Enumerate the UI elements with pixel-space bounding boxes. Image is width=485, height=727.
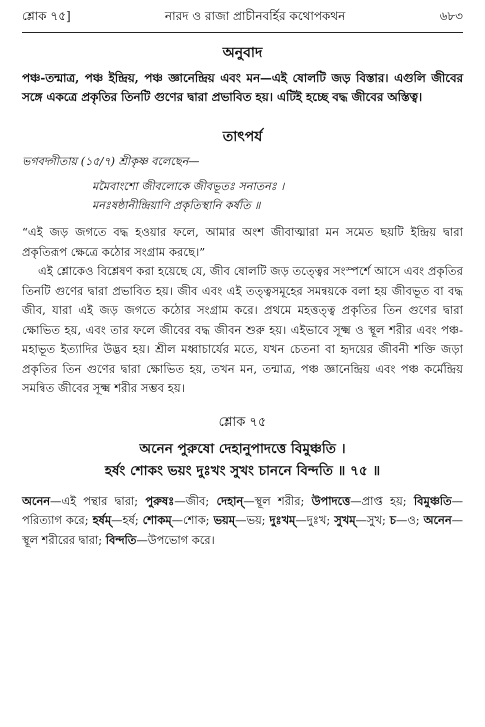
synonym-meaning: উপভোগ করে।	[147, 532, 215, 547]
synonym-word: পুরুষঃ	[145, 493, 175, 508]
synonym-meaning: হর্ষ	[122, 513, 135, 527]
purport-intro: ভগবদ্গীতায় (১৫/৭) শ্রীকৃষ্ণ বলেছেন—	[22, 155, 200, 168]
running-header	[22, 8, 463, 28]
translation-text: পঞ্চ-তন্মাত্র, পঞ্চ ইন্দ্রিয়, পঞ্চ জ্ঞানেন্দ্রিয় এবং মন—এই ষোলটি জড় বিস্তার। এগুলি জীবের সঙ্গে একত্রে প্রকৃতির তিনটি গুণের দ্বারা প্রভাবিত হয়। এটিই হচ্ছে বদ্ধ জীবের অস্তিত্ব।	[22, 71, 463, 104]
synonym-meaning: শোক	[183, 513, 206, 527]
gita-line-1: মমৈবাংশো জীবলোকে জীবভূতঃ সনাতনঃ ।	[92, 180, 285, 193]
synonym-meaning: ও	[407, 513, 416, 527]
synonym-meaning: স্থূল শরীরের দ্বারা	[22, 532, 99, 547]
synonym-meaning: সুখ	[366, 513, 382, 527]
synonym-word: বিন্দতি	[105, 532, 137, 547]
verse-block	[22, 413, 463, 482]
translation-heading: অনুবাদ	[222, 45, 263, 61]
synonym-word: উপাদত্তে	[311, 493, 351, 508]
synonym-meaning: স্থূল শরীর	[254, 493, 301, 508]
synonym-word: সুখম্	[334, 513, 356, 527]
header-rule	[22, 32, 463, 33]
synonym-word: বিমুঞ্চতি	[413, 493, 452, 508]
synonym-word: দুঃখম্	[269, 513, 296, 527]
synonym-meaning: জীব	[185, 493, 206, 508]
synonym-word: হর্ষম্	[92, 513, 112, 527]
synonym-meaning: প্রাপ্ত হয়	[361, 493, 403, 508]
synonym-meaning: ভয়	[246, 513, 262, 527]
synonym-word: ভয়ম্	[213, 513, 236, 527]
synonym-word: শোকম্	[142, 513, 172, 527]
synonym-word: অনেন	[423, 513, 452, 527]
synonym-meaning: এই পন্থার দ্বারা	[61, 493, 135, 508]
gita-quote-verse	[92, 177, 463, 215]
page-number: ৬৮৩	[439, 9, 463, 23]
synonym-meaning: দুঃখ	[306, 513, 327, 527]
gita-line-2: মনঃষষ্ঠানীন্দ্রিয়াণি প্রকৃতিস্থানি কর্ষতি ॥	[92, 199, 261, 212]
verse-number: শ্লোক ৭৫	[218, 414, 267, 430]
synonym-word: অনেন	[22, 493, 51, 508]
synonym-word: চ	[389, 513, 396, 527]
header-chapter-title: নারদ ও রাজা প্রাচীনবর্হির কথোপকথন	[164, 9, 346, 23]
header-verse-ref: শ্লোক ৭৫]	[22, 9, 71, 23]
synonym-meaning: পরিত্যাগ করে	[22, 513, 85, 527]
gita-translation-quote: “এই জড় জগতে বদ্ধ হওয়ার ফলে, আমার অংশ জীবাত্মারা মন সমেত ছয়টি ইন্দ্রিয় দ্বারা প্রকৃতিরূপ ক্ষেত্রে কঠোর সংগ্রাম করছে।”	[22, 225, 463, 259]
synonym-word: দেহান্	[216, 493, 244, 508]
verse-line-1: অনেন পুরুষো দেহানুপাদত্তে বিমুঞ্চতি ।	[139, 440, 346, 457]
word-synonyms: অনেন—এই পন্থার দ্বারা; পুরুষঃ—জীব; দেহান্—স্থূল শরীর; উপাদত্তে—প্রাপ্ত হয়; বিমুঞ্চতি—পরিত্যাগ করে; হর্ষম্—হর্ষ; শোকম্—শোক; ভয়ম্—ভয়; দুঃখম্—দুঃখ; সুখম্—সুখ; চ—ও; অনেন—স্থূল শরীরের দ্বারা; বিন্দতি—উপভোগ করে।	[22, 493, 464, 547]
purport-body: এই শ্লোকেও বিশ্লেষণ করা হয়েছে যে, জীব ষোলটি জড় তত্ত্বের সংস্পর্শে আসে এবং প্রকৃতির তিনটি গুণের দ্বারা প্রভাবিত হয়। জীব এবং এই তত্ত্বসমূহের সমন্বয়কে বলা হয় জীবভূত বা বদ্ধ জীব, যারা এই জড় জগতে কঠোর সংগ্রাম করে। প্রথমে মহত্তত্ত্ব প্রকৃতির তিন গুণের দ্বারা ক্ষোভিত হয়, এবং তার ফলে জীবের বদ্ধ জীবন শুরু হয়। এইভাবে সূক্ষ্ম ও স্থূল শরীর এবং পঞ্চ-মহাভূত ইত্যাদির উদ্ভব হয়। শ্রীল মধ্বাচার্যের মতে, যখন চেতনা বা হৃদয়ের জীবনী শক্তি জড়া প্রকৃতির তিন গুণের দ্বারা ক্ষোভিত হয়, তখন মন, তন্মাত্র, পঞ্চ জ্ঞানেন্দ্রিয় এবং পঞ্চ কর্মেন্দ্রিয় সমন্বিত জীবের সূক্ষ্ম শরীর সম্ভব হয়।	[22, 264, 463, 395]
verse-line-2: হর্ষং শোকং ভয়ং দুঃখং সুখং চাননে বিন্দতি ॥ ৭৫ ॥	[104, 462, 381, 479]
purport-heading: তাৎপর্য	[222, 129, 263, 145]
